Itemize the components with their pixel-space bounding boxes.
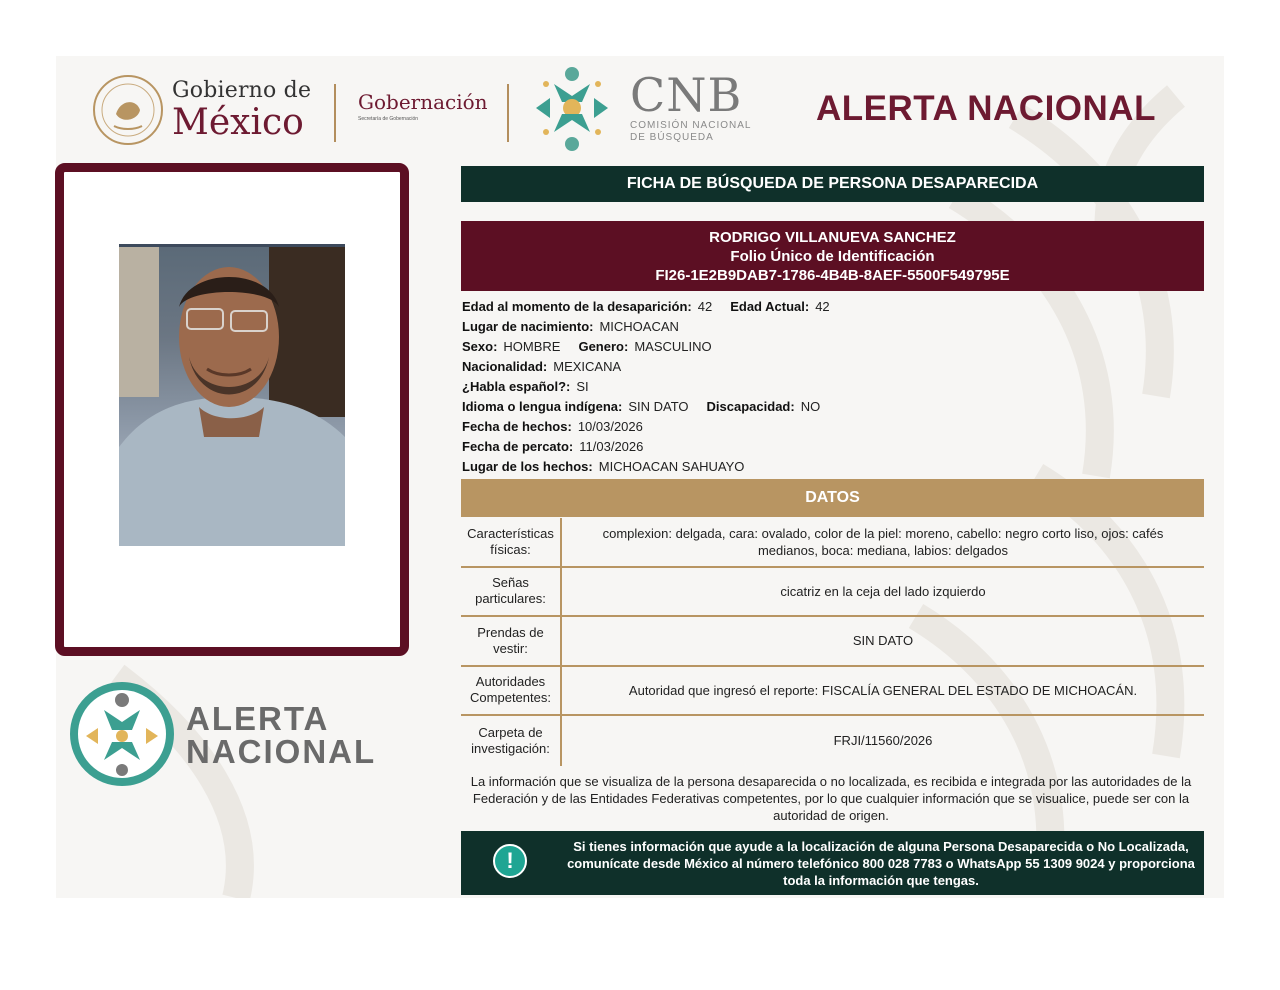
cnb-emblem-icon <box>526 62 618 154</box>
datos-row <box>461 716 1204 766</box>
header-divider <box>507 84 509 142</box>
gobernacion-subtext: Secretaría de Gobernación <box>358 116 419 122</box>
info-row <box>462 457 1202 477</box>
alerta-nacional-emblem-icon <box>68 680 176 788</box>
lugar-hechos-label: Lugar de los hechos: <box>462 459 593 474</box>
datos-row-value: complexion: delgada, cara: ovalado, color de la piel: moreno, cabello: negro corto liso, ojos: cafés medianos, boca: mediana, labios: delgados <box>602 525 1164 558</box>
datos-row <box>461 568 1204 618</box>
datos-row-label: Señas particulares: <box>461 568 562 616</box>
info-row <box>462 337 1202 357</box>
idioma-label: Idioma o lengua indígena: <box>462 399 623 414</box>
gobernacion-text: Gobernación <box>358 90 488 114</box>
datos-header: DATOS <box>461 479 1204 517</box>
folio-label: Folio Único de Identificación <box>730 248 935 265</box>
cnb-name-line2: DE BÚSQUEDA <box>630 132 714 143</box>
fecha-percato-value: 11/03/2026 <box>579 439 644 454</box>
nacionalidad-value: MEXICANA <box>553 359 622 374</box>
person-header <box>461 221 1204 291</box>
genero-label: Genero: <box>578 339 629 354</box>
edad-desaparicion-value: 42 <box>697 299 713 314</box>
info-row <box>462 397 1202 417</box>
datos-row-label: Autoridades Competentes: <box>461 667 562 715</box>
photo-card <box>55 163 409 656</box>
gobierno-de-text: Gobierno de <box>172 78 312 103</box>
contact-banner <box>461 831 1204 895</box>
discapacidad-label: Discapacidad: <box>706 399 795 414</box>
page-title: ALERTA NACIONAL <box>816 89 1156 128</box>
cnb-name-line1: COMISIÓN NACIONAL <box>630 120 752 131</box>
info-row <box>462 297 1202 317</box>
edad-desaparicion-label: Edad al momento de la desaparición: <box>462 299 692 314</box>
person-info <box>462 297 1202 477</box>
gobernacion-logo <box>358 90 488 122</box>
header-divider <box>334 84 336 142</box>
info-row <box>462 377 1202 397</box>
national-seal-icon <box>92 74 164 146</box>
alerta-logo-line2: NACIONAL <box>186 733 377 770</box>
fecha-percato-label: Fecha de percato: <box>462 439 574 454</box>
fecha-hechos-label: Fecha de hechos: <box>462 419 572 434</box>
info-row <box>462 437 1202 457</box>
datos-table <box>461 518 1204 766</box>
info-row <box>462 357 1202 377</box>
datos-row <box>461 617 1204 667</box>
datos-row-value: Autoridad que ingresó el reporte: FISCALÍA GENERAL DEL ESTADO DE MICHOACÁN. <box>628 682 1138 698</box>
person-photo <box>119 244 345 546</box>
nacimiento-label: Lugar de nacimiento: <box>462 319 594 334</box>
gobierno-mexico-logo <box>92 72 328 148</box>
habla-espanol-label: ¿Habla español?: <box>462 379 571 394</box>
disclaimer-text: La información que se visualiza de la persona desaparecida o no localizada, es recibida e integrada por las autoridades de la Federación y de las Entidades Federativas competentes, por lo que cualquier información que se visualice, puede ser con la autoridad de origen. <box>470 774 1192 823</box>
fecha-hechos-value: 10/03/2026 <box>577 419 643 434</box>
idioma-value: SIN DATO <box>628 399 689 414</box>
datos-row-value: cicatriz en la ceja del lado izquierdo <box>780 583 986 599</box>
cnb-acronym: CNB <box>630 68 743 122</box>
info-row <box>462 317 1202 337</box>
sexo-value: HOMBRE <box>503 339 561 354</box>
edad-actual-value: 42 <box>815 299 830 314</box>
person-name: RODRIGO VILLANUEVA SANCHEZ <box>709 229 956 246</box>
sexo-label: Sexo: <box>462 339 498 354</box>
datos-row-value: FRJI/11560/2026 <box>833 733 933 749</box>
lugar-hechos-value: MICHOACAN SAHUAYO <box>598 459 745 474</box>
habla-espanol-value: SI <box>576 379 589 394</box>
alert-exclamation-icon: ! <box>493 844 527 878</box>
datos-row <box>461 518 1204 568</box>
mexico-text: México <box>172 102 304 143</box>
datos-row-value: SIN DATO <box>852 633 914 649</box>
datos-row-label: Características físicas: <box>461 518 562 566</box>
datos-row-label: Carpeta de investigación: <box>461 716 562 766</box>
alerta-nacional-logo <box>68 680 388 790</box>
datos-row <box>461 667 1204 717</box>
nacionalidad-label: Nacionalidad: <box>462 359 548 374</box>
folio-value: FI26-1E2B9DAB7-1786-4B4B-8AEF-5500F549795E <box>655 267 1010 284</box>
edad-actual-label: Edad Actual: <box>730 299 810 314</box>
cnb-logo-text <box>630 70 751 144</box>
contact-message: Si tienes información que ayude a la localización de alguna Persona Desaparecida o No Localizada, comunícate desde México al número telefónico 800 028 7783 o WhatsApp 55 1309 9024 y proporciona toda la información que tengas. <box>567 839 1195 888</box>
info-row <box>462 417 1202 437</box>
genero-value: MASCULINO <box>634 339 712 354</box>
ficha-title: FICHA DE BÚSQUEDA DE PERSONA DESAPARECIDA <box>461 166 1204 202</box>
nacimiento-value: MICHOACAN <box>599 319 679 334</box>
datos-row-label: Prendas de vestir: <box>461 617 562 665</box>
alerta-logo-line1: ALERTA <box>186 700 330 737</box>
discapacidad-value: NO <box>800 399 821 414</box>
